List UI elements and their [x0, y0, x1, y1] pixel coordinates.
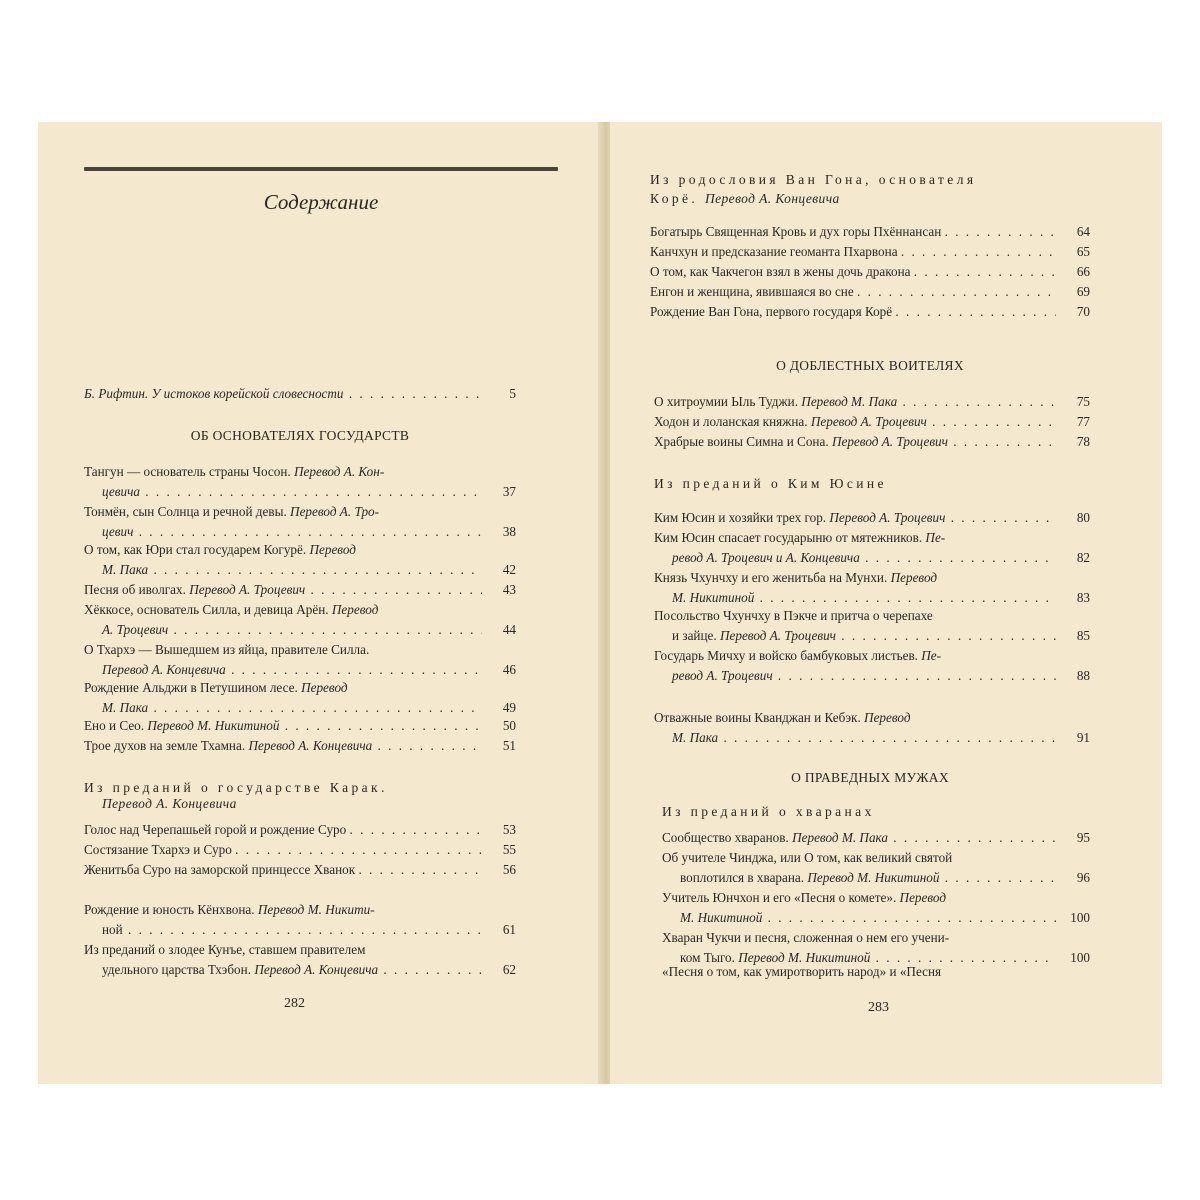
list-item: Об учителе Чинджа, или О том, как великий святой воплотился в хварана. Перевод М. Никитиной . . . 96 — [662, 848, 1090, 887]
list-item: О том, как Юри стал государем Когурё. Перевод М. Пака . . . 42 — [84, 540, 516, 579]
section-title: ОБ ОСНОВАТЕЛЯХ ГОСУДАРСТВ — [190, 428, 410, 443]
list-item: Б. Рифтин. У истоков корейской словесности . . . 5 — [84, 384, 516, 404]
section-title: О ПРАВЕДНЫХ МУЖАХ — [791, 770, 949, 785]
left-page — [38, 122, 602, 1084]
section-title: О ДОБЛЕСТНЫХ ВОИТЕЛЯХ — [776, 358, 964, 373]
list-item: Рождение Альджи в Петушином лесе. Перевод М. Пака . . . 49 — [84, 678, 516, 717]
list-item: Тонмён, сын Солнца и речной девы. Перевод А. Тро- цевич . . . 38 — [84, 502, 516, 541]
list-item: Песня об иволгах. Перевод А. Троцевич . . . 43 — [84, 580, 516, 600]
list-item: Ено и Сео. Перевод М. Никитиной . . . 50 — [84, 716, 516, 736]
list-item: Трое духов на земле Тхамна. Перевод А. Концевича . . . 51 — [84, 736, 516, 756]
right-page — [610, 122, 1162, 1084]
list-item: Учитель Юнчхон и его «Песня о комете». Перевод М. Никитиной . . . 100 — [662, 888, 1090, 927]
list-item: Богатырь Священная Кровь и дух горы Пхённансан . . . 64 — [650, 222, 1090, 242]
list-item: Посольство Чхунчху в Пэкче и притча о черепахе и зайце. Перевод А. Троцевич . . . 85 — [654, 606, 1090, 645]
list-item: О хитроумии Ыль Туджи. Перевод М. Пака . . . 75 — [654, 392, 1090, 412]
list-item: Женитьба Суро на заморской принцессе Хванок . . . 56 — [84, 860, 516, 880]
list-item: Из преданий о злодее Кунъе, ставшем правителем удельного царства Тхэбон. Перевод А. Концевича . . . 62 — [84, 940, 516, 979]
list-item: Сообщество хваранов. Перевод М. Пака . . . 95 — [662, 828, 1090, 848]
toc-title: Содержание — [263, 190, 379, 214]
list-item: О Тхархэ — Вышедшем из яйца, правителе Силла. Перевод А. Концевича . . . 46 — [84, 640, 516, 679]
continued-line: «Песня о том, как умиротворить народ» и «Песня — [662, 964, 942, 979]
list-item: Состязание Тхархэ и Суро . . . 55 — [84, 840, 516, 860]
list-item: Енгон и женщина, явившаяся во сне . . . 69 — [650, 282, 1090, 302]
list-item: Князь Чхунчху и его женитьба на Мунхи. Перевод М. Никитиной . . . 83 — [654, 568, 1090, 607]
list-item: Ходон и лоланская княжна. Перевод А. Троцевич . . . 77 — [654, 412, 1090, 432]
list-item: Ким Юсин спасает государыню от мятежников. Пе- ревод А. Троцевич и А. Концевича . . . 82 — [654, 528, 1090, 567]
list-item: Канчхун и предсказание геоманта Пхарвона . . . 65 — [650, 242, 1090, 262]
sub-heading-translator: Перевод А. Концевича — [102, 796, 237, 811]
page-number: 282 — [284, 996, 305, 1011]
header-rule — [84, 167, 558, 171]
page-number: 283 — [868, 1000, 889, 1015]
sub-heading: Из родословия Ван Гона, основателя — [650, 172, 977, 187]
sub-heading: Из преданий о Ким Юсине — [654, 476, 887, 491]
list-item: Отважные воины Кванджан и Кебэк. Перевод М. Пака . . . 91 — [654, 708, 1090, 747]
list-item: Государь Мичху и войско бамбуковых листьев. Пе- ревод А. Троцевич . . . 88 — [654, 646, 1090, 685]
list-item: Хваран Чукчи и песня, сложенная о нем его учени- ком Тыго. Перевод М. Никитиной . . . 100 — [662, 928, 1090, 967]
list-item: Храбрые воины Симна и Сона. Перевод А. Троцевич . . . 78 — [654, 432, 1090, 452]
list-item: Тангун — основатель страны Чосон. Перевод А. Кон- цевича . . . 37 — [84, 462, 516, 501]
sub-heading: Из преданий о государстве Карак. — [84, 780, 388, 795]
sub-heading: Корё. Перевод А. Концевича — [650, 191, 840, 206]
list-item: Голос над Черепашьей горой и рождение Суро . . . 53 — [84, 820, 516, 840]
list-item: Рождение и юность Кёнхвона. Перевод М. Никити- ной . . . 61 — [84, 900, 516, 939]
list-item: Хёккосе, основатель Силла, и девица Арён. Перевод А. Троцевич . . . 44 — [84, 600, 516, 639]
list-item: О том, как Чакчегон взял в жены дочь дракона . . . 66 — [650, 262, 1090, 282]
list-item: Ким Юсин и хозяйки трех гор. Перевод А. Троцевич . . . 80 — [654, 508, 1090, 528]
list-item: Рождение Ван Гона, первого государя Корё . . . 70 — [650, 302, 1090, 322]
sub-heading: Из преданий о хваранах — [662, 804, 875, 819]
